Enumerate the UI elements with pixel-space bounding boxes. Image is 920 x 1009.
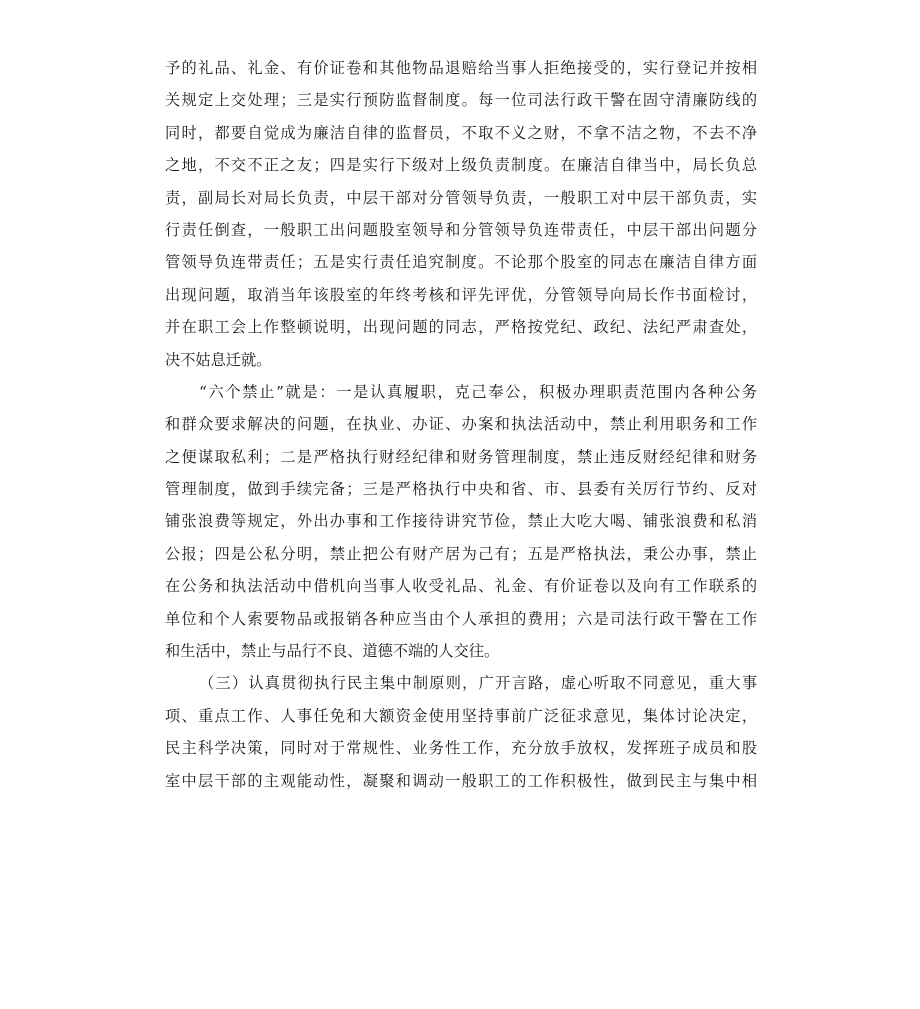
text-line: （三）认真贯彻执行民主集中制原则，广开言路，虚心听取不同意见，重大事 (199, 674, 757, 693)
text-line: 予的礼品、礼金、有价证卷和其他物品退赔给当事人拒绝接受的，实行登记并按相 (165, 59, 757, 77)
text-line: 管领导负连带责任；五是实行责任追究制度。不论那个股室的同志在廉洁自律方面 (165, 253, 757, 272)
text-line: 在公务和执法活动中借机向当事人收受礼品、礼金、有价证卷以及向有工作联系的 (165, 577, 757, 596)
text-line: 项、重点工作、人事任免和大额资金使用坚持事前广泛征求意见，集体讨论决定， (165, 706, 757, 725)
text-line: 并在职工会上作整顿说明，出现问题的同志，严格按党纪、政纪、法纪严肃查处， (165, 318, 757, 337)
text-line: 责，副局长对局长负责，中层干部对分管领导负责，一般职工对中层干部负责，实 (165, 188, 757, 207)
paragraph-3 (165, 667, 757, 797)
text-line: 出现问题，取消当年该股室的年终考核和评先评优，分管领导向局长作书面检讨， (165, 285, 757, 304)
text-line: 公报；四是公私分明，禁止把公有财产居为己有；五是严格执法，秉公办事，禁止 (165, 544, 757, 563)
text-line: 管理制度，做到手续完备；三是严格执行中央和省、市、县委有关厉行节约、反对 (165, 480, 757, 499)
text-line: 室中层干部的主观能动性，凝聚和调动一般职工的工作积极性，做到民主与集中相 (165, 771, 757, 790)
paragraph-1 (165, 52, 757, 376)
text-line: 之便谋取私利；二是严格执行财经纪律和财务管理制度，禁止违反财经纪律和财务 (165, 447, 757, 466)
text-line: “六个禁止”就是：一是认真履职，克己奉公，积极办理职责范围内各种公务 (199, 382, 757, 401)
text-line: 单位和个人索要物品或报销各种应当由个人承担的费用；六是司法行政干警在工作 (165, 609, 757, 628)
document-page (165, 52, 757, 797)
text-line: 民主科学决策，同时对于常规性、业务性工作，充分放手放权，发挥班子成员和股 (165, 739, 757, 758)
text-line: 和生活中，禁止与品行不良、道德不端的人交往。 (165, 642, 500, 661)
text-line: 和群众要求解决的问题，在执业、办证、办案和执法活动中，禁止利用职务和工作 (165, 415, 757, 434)
text-line: 决不姑息迁就。 (165, 350, 272, 369)
text-line: 同时，都要自觉成为廉洁自律的监督员，不取不义之财，不拿不洁之物，不去不净 (165, 123, 757, 142)
text-line: 之地，不交不正之友；四是实行下级对上级负责制度。在廉洁自律当中，局长负总 (165, 156, 757, 175)
paragraph-2 (165, 376, 757, 668)
text-line: 关规定上交处理；三是实行预防监督制度。每一位司法行政干警在固守清廉防线的 (165, 91, 757, 110)
text-line: 铺张浪费等规定，外出办事和工作接待讲究节俭，禁止大吃大喝、铺张浪费和私消 (165, 512, 757, 531)
text-line: 行责任倒查，一般职工出问题股室领导和分管领导负连带责任，中层干部出问题分 (165, 220, 757, 239)
